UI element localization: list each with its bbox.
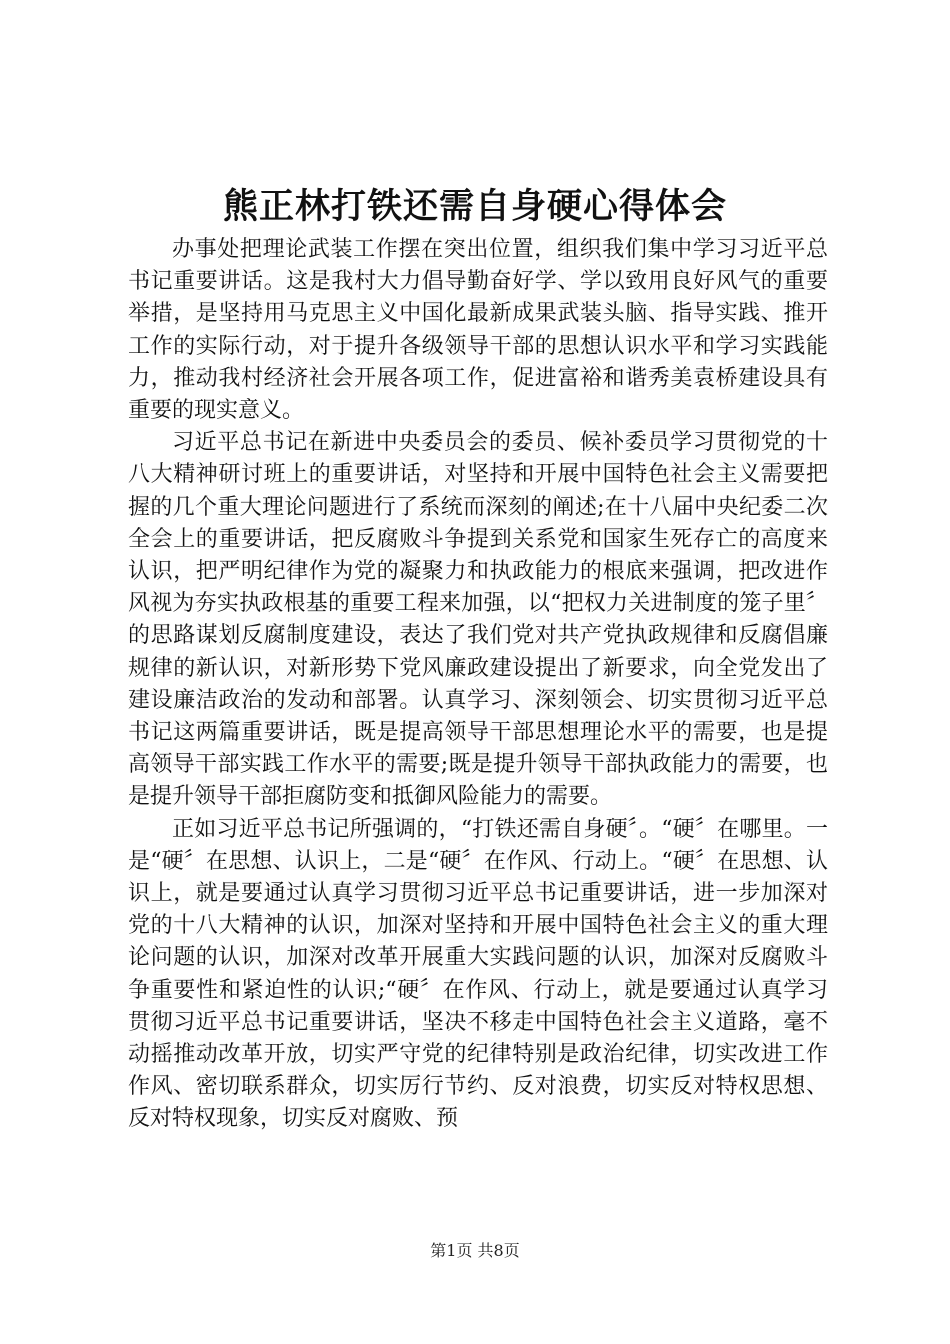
document-body	[128, 234, 828, 1136]
paragraph-3: 正如习近平总书记所强调的，“打铁还需自身硬〞。“硬〞在哪里。一是“硬〞在思想、认识上，二是“硬〞在作风、行动上。“硬〞在思想、认识上，就是要通过认真学习贯彻习近平总书记重要讲话，进一步加深对党的十八大精神的认识，加深对坚持和开展中国特色社会主义的重大理论问题的认识，加深对改革开展重大实践问题的认识，加深对反腐败斗争重要性和紧迫性的认识;“硬〞在作风、行动上，就是要通过认真学习贯彻习近平总书记重要讲话，坚决不移走中国特色社会主义道路，毫不动摇推动改革开放，切实严守党的纪律特别是政治纪律，切实改进工作作风、密切联系群众，切实厉行节约、反对浪费，切实反对特权思想、反对特权现象，切实反对腐败、预	[128, 816, 828, 1132]
page-number-footer: 第1页 共8页	[430, 1241, 520, 1260]
paragraph-1: 办事处把理论武装工作摆在突出位置，组织我们集中学习习近平总书记重要讲话。这是我村大力倡导勤奋好学、学以致用良好风气的重要举措，是坚持用马克思主义中国化最新成果武装头脑、指导实践、推开工作的实际行动，对于提升各级领导干部的思想认识水平和学习实践能力，推动我村经济社会开展各项工作，促进富裕和谐秀美袁桥建设具有重要的现实意义。	[128, 237, 828, 424]
document-title: 熊正林打铁还需自身硬心得体会	[222, 186, 727, 227]
paragraph-2: 习近平总书记在新进中央委员会的委员、候补委员学习贯彻党的十八大精神研讨班上的重要讲话，对坚持和开展中国特色社会主义需要把握的几个重大理论问题进行了系统而深刻的阐述;在十八届中央纪委二次全会上的重要讲话，把反腐败斗争提到关系党和国家生死存亡的高度来认识，把严明纪律作为党的凝聚力和执政能力的根底来强调，把改进作风视为夯实执政根基的重要工程来加强，以“把权力关进制度的笼子里〞的思路谋划反腐制度建设，表达了我们党对共产党执政规律和反腐倡廉规律的新认识，对新形势下党风廉政建设提出了新要求，向全党发出了建设廉洁政治的发动和部署。认真学习、深刻领会、切实贯彻习近平总书记这两篇重要讲话，既是提高领导干部思想理论水平的需要，也是提高领导干部实践工作水平的需要;既是提升领导干部执政能力的需要，也是提升领导干部拒腐防变和抵御风险能力的需要。	[128, 430, 828, 810]
